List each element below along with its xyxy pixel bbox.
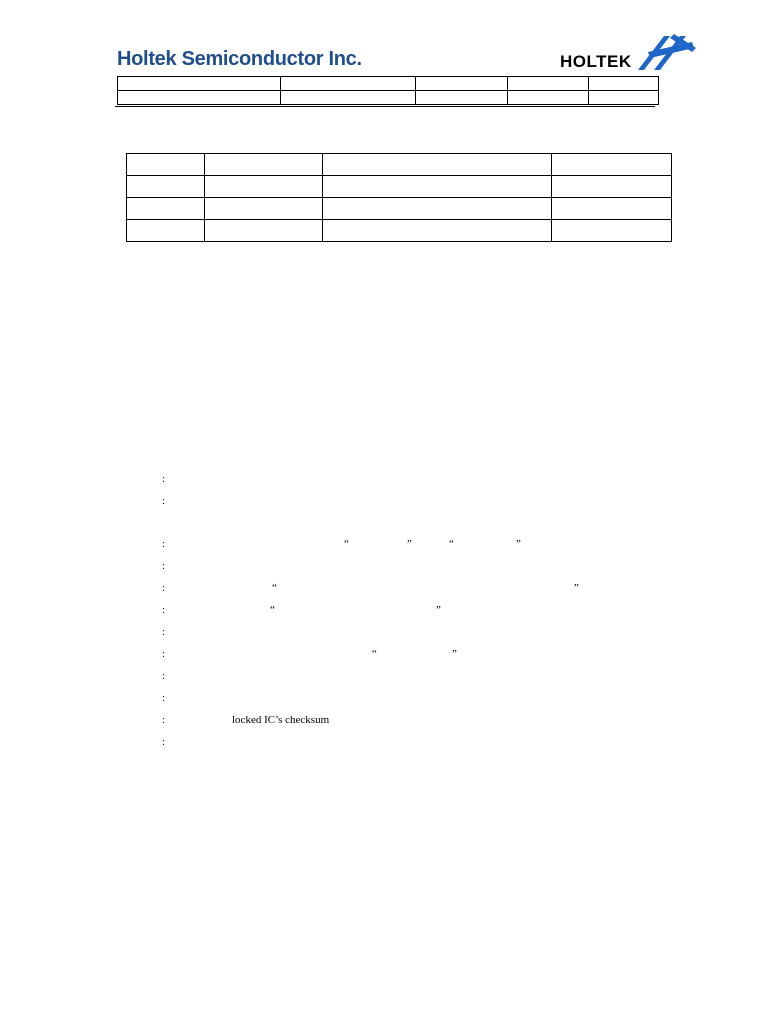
header-cell (416, 91, 508, 105)
colon-separator: : (162, 626, 166, 638)
colon-separator: : (162, 604, 166, 616)
table-cell (127, 154, 205, 176)
open-quote: “ (272, 582, 277, 594)
colon-separator: : (162, 560, 166, 572)
colon-separator: : (162, 714, 166, 726)
table-row (127, 154, 672, 176)
table-row (127, 220, 672, 242)
table-cell (205, 198, 323, 220)
colon-separator: : (162, 473, 166, 485)
list-item (162, 602, 682, 618)
list-item (162, 558, 682, 574)
table-cell (552, 220, 672, 242)
list-item (162, 668, 682, 684)
colon-separator: : (162, 648, 166, 660)
list-item (162, 471, 682, 487)
header-cell (508, 77, 589, 91)
colon-separator: : (162, 495, 166, 507)
list-item (162, 580, 682, 596)
header-cell (118, 77, 281, 91)
checksum-text: locked IC’s checksum (232, 714, 330, 726)
list-item (162, 734, 682, 750)
table-row (127, 198, 672, 220)
holtek-logo (560, 30, 700, 76)
table-row (127, 176, 672, 198)
colon-separator: : (162, 736, 166, 748)
open-quote: “ (372, 648, 377, 660)
table-row (118, 77, 659, 91)
list-item (162, 690, 682, 706)
document-header-table (117, 76, 659, 105)
table-row (118, 91, 659, 105)
header-cell (281, 77, 416, 91)
header-cell (589, 77, 659, 91)
list-item (162, 712, 682, 728)
logo-wordmark: HOLTEK (560, 52, 632, 71)
list-item (162, 624, 682, 640)
table-cell (127, 176, 205, 198)
table-cell (552, 198, 672, 220)
open-quote: “ (344, 538, 349, 550)
list-item (162, 536, 682, 552)
company-name: Holtek Semiconductor Inc. (117, 48, 362, 70)
header-cell (118, 91, 281, 105)
header-cell (508, 91, 589, 105)
table-cell (205, 154, 323, 176)
header-cell (589, 91, 659, 105)
close-quote: ” (436, 604, 441, 616)
colon-separator: : (162, 582, 166, 594)
revision-table (126, 153, 672, 242)
header-cell (281, 91, 416, 105)
table-cell (127, 220, 205, 242)
table-cell (323, 176, 552, 198)
logo-mark-icon (634, 30, 698, 74)
header-cell (416, 77, 508, 91)
header-divider (115, 106, 655, 107)
table-cell (323, 198, 552, 220)
colon-separator: : (162, 538, 166, 550)
close-quote: ” (574, 582, 579, 594)
colon-separator: : (162, 692, 166, 704)
close-quote: ” (407, 538, 412, 550)
table-cell (205, 220, 323, 242)
list-item (162, 493, 682, 509)
open-quote: “ (449, 538, 454, 550)
colon-separator: : (162, 670, 166, 682)
list-item (162, 646, 682, 662)
table-cell (205, 176, 323, 198)
table-cell (323, 154, 552, 176)
close-quote: ” (516, 538, 521, 550)
table-cell (127, 198, 205, 220)
open-quote: “ (270, 604, 275, 616)
close-quote: ” (452, 648, 457, 660)
table-cell (552, 176, 672, 198)
table-cell (552, 154, 672, 176)
table-cell (323, 220, 552, 242)
